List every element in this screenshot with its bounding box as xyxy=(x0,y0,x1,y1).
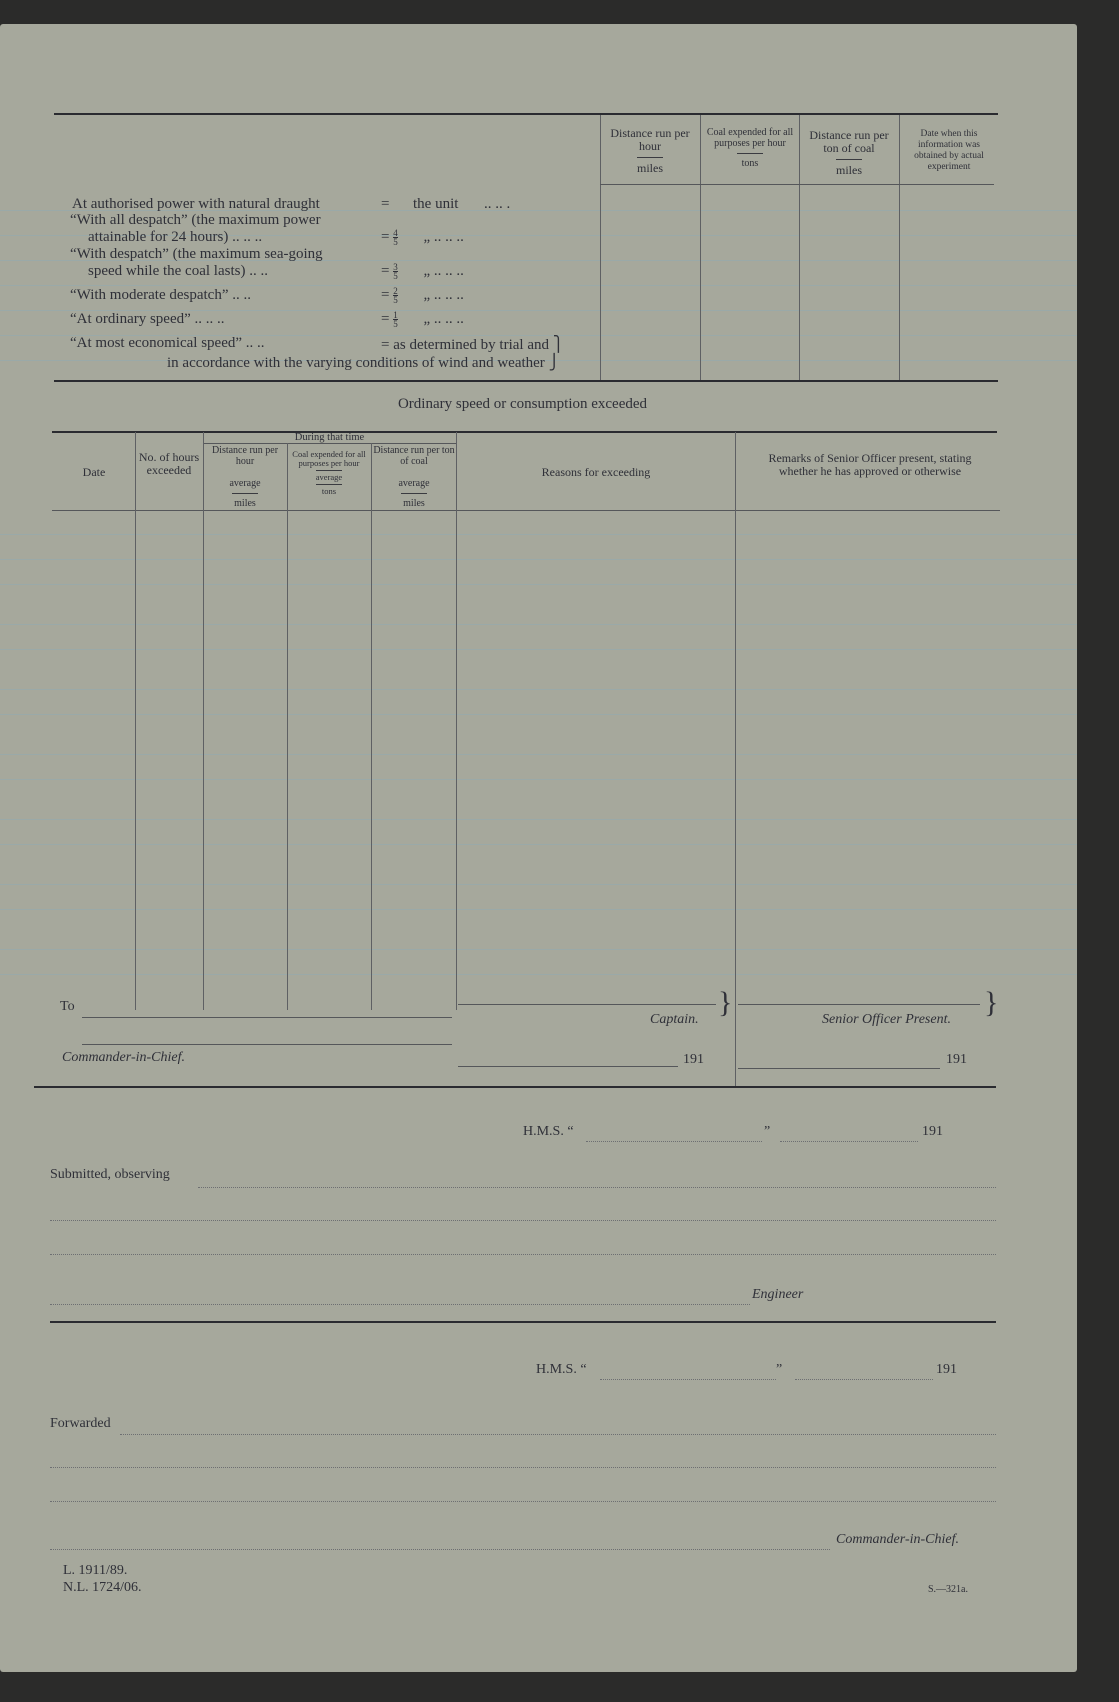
hms-close-quote: ” xyxy=(764,1124,771,1139)
col-distance-per-ton-header: Distance run per ton of coal miles xyxy=(809,128,889,177)
col-coal-header: Coal expended for all purposes per hour average tons xyxy=(292,449,366,496)
hms-label: H.M.S. “ xyxy=(536,1362,587,1377)
commander-in-chief-label: Commander-in-Chief. xyxy=(62,1050,185,1065)
submitted-label: Submitted, observing xyxy=(50,1167,170,1182)
row-ordinary-speed-value: = $\frac{1}{5}$ „ .. .. .. xyxy=(381,310,464,330)
col-hours-header: No. of hours exceeded xyxy=(138,450,200,477)
during-that-time-header: During that time xyxy=(294,432,365,443)
form-sheet xyxy=(0,24,1077,1672)
commander-in-chief-label: Commander-in-Chief. xyxy=(836,1532,959,1547)
hms-close-quote: ” xyxy=(776,1362,783,1377)
row-ordinary-speed: “At ordinary speed” .. .. .. xyxy=(70,311,225,327)
col-remarks-header: Remarks of Senior Officer present, stating whether he has approved or otherwise xyxy=(768,451,972,478)
year-191: 191 xyxy=(683,1052,704,1067)
col-date-header: Date xyxy=(82,465,106,479)
senior-officer-label: Senior Officer Present. xyxy=(822,1012,951,1027)
row-authorised-power: At authorised power with natural draught xyxy=(72,196,320,212)
equals-sign: = xyxy=(381,196,390,212)
reference-numbers: L. 1911/89. N.L. 1724/06. xyxy=(63,1563,142,1595)
to-label: To xyxy=(60,999,75,1014)
col-per-ton-header: Distance run per ton of coal average miles xyxy=(373,445,455,509)
year-191: 191 xyxy=(922,1124,943,1139)
col-coal-per-hour-header: Coal expended for all purposes per hour tons xyxy=(706,127,794,169)
row-economical-speed-note: in accordance with the varying conditions of wind and weather ⎭ xyxy=(167,355,560,371)
row-authorised-value: the unit xyxy=(413,196,459,212)
row-despatch: “With despatch” (the maximum sea-going speed while the coal lasts) .. .. xyxy=(70,246,323,279)
year-191: 191 xyxy=(936,1362,957,1377)
row-moderate-despatch: “With moderate despatch” .. .. xyxy=(70,287,251,303)
row-moderate-despatch-value: = $\frac{2}{5}$ „ .. .. .. xyxy=(381,286,464,306)
brace: } xyxy=(718,986,733,1019)
row-economical-speed-value: = as determined by trial and ⎫ xyxy=(381,337,564,353)
leader-dots: .. .. . xyxy=(484,196,511,212)
section-title: Ordinary speed or consumption exceeded xyxy=(397,396,648,412)
row-all-despatch: “With all despatch” (the maximum power attainable for 24 hours) .. .. .. xyxy=(70,212,321,245)
engineer-label: Engineer xyxy=(752,1287,804,1302)
hms-label: H.M.S. “ xyxy=(523,1124,574,1139)
brace: } xyxy=(984,986,999,1019)
col-reasons-header: Reasons for exceeding xyxy=(541,465,651,479)
form-number: S.—321a. xyxy=(928,1584,968,1595)
captain-label: Captain. xyxy=(650,1012,699,1027)
row-despatch-value: = $\frac{3}{5}$ „ .. .. .. xyxy=(381,262,464,282)
col-date-experiment-header: Date when this information was obtained by actual experiment xyxy=(914,129,984,172)
col-distance-per-hour-header: Distance run per hour miles xyxy=(610,126,690,175)
year-191: 191 xyxy=(946,1052,967,1067)
col-distance-header: Distance run per hour average miles xyxy=(211,445,279,509)
row-all-despatch-value: = $\frac{4}{5}$ „ .. .. .. xyxy=(381,228,464,248)
row-economical-speed: “At most economical speed” .. .. xyxy=(70,335,265,351)
forwarded-label: Forwarded xyxy=(50,1416,111,1431)
